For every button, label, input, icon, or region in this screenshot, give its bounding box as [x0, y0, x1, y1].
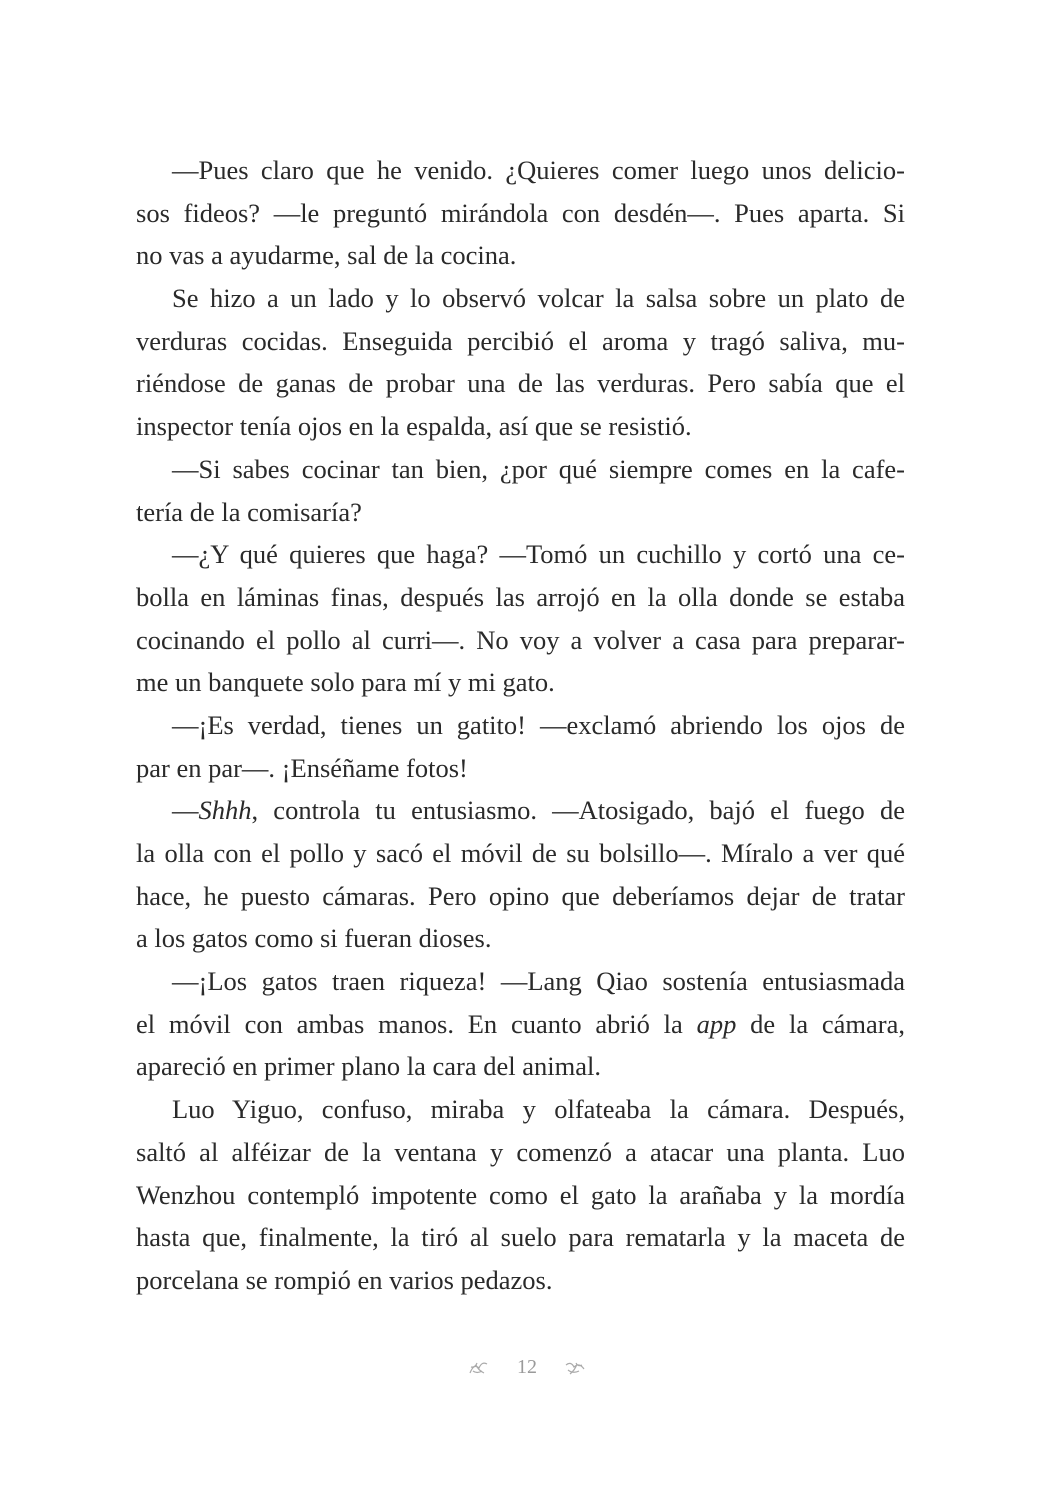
text-line — [136, 832, 905, 875]
paragraph — [136, 533, 905, 704]
text-line — [136, 704, 905, 747]
text: el móvil con ambas manos. En cuanto abrió la — [136, 1008, 697, 1039]
paragraph — [136, 1088, 905, 1301]
text-line — [136, 192, 905, 235]
page-number: 12 — [517, 1356, 537, 1378]
text: verduras cocidas. Enseguida percibió el aroma y tragó saliva, mu- — [136, 325, 905, 356]
page-footer — [0, 1356, 1054, 1379]
text: cocinando el pollo al curri—. No voy a volver a casa para preparar- — [136, 624, 905, 655]
text: apareció en primer plano la cara del animal. — [136, 1051, 601, 1082]
text: tería de la comisaría? — [136, 496, 362, 527]
text-line — [136, 1131, 905, 1174]
text-line — [136, 1088, 905, 1131]
text-line — [136, 320, 905, 363]
text: —¿Y qué quieres que haga? —Tomó un cuchillo y cortó una ce- — [172, 539, 905, 570]
text-line — [136, 960, 905, 1003]
text: porcelana se rompió en varios pedazos. — [136, 1264, 553, 1295]
text: —¡Los gatos traen riqueza! —Lang Qiao sostenía entusiasmada — [172, 966, 905, 997]
text: no vas a ayudarme, sal de la cocina. — [136, 240, 517, 271]
text-line — [136, 362, 905, 405]
text-line — [136, 1174, 905, 1217]
paragraph — [136, 789, 905, 960]
italic-text: Shhh — [198, 795, 252, 826]
text-line — [136, 747, 905, 790]
paragraph — [136, 149, 905, 277]
text-line — [136, 533, 905, 576]
text-line — [136, 1045, 905, 1088]
text: — — [172, 795, 199, 826]
paragraph — [136, 704, 905, 789]
text: , controla tu entusiasmo. —Atosigado, bajó el fuego de — [251, 795, 905, 826]
paragraph — [136, 960, 905, 1088]
text: la olla con el pollo y sacó el móvil de su bolsillo—. Míralo a ver qué — [136, 838, 905, 868]
text-line — [136, 576, 905, 619]
text-line — [136, 491, 905, 534]
text: sos fideos? —le preguntó mirándola con desdén—. Pues aparta. Si — [136, 197, 905, 228]
paragraph — [136, 277, 905, 448]
text-line — [136, 875, 905, 918]
text-line — [136, 149, 905, 192]
text: par en par—. ¡Enséñame fotos! — [136, 752, 468, 783]
text: bolla en láminas finas, después las arrojó en la olla donde se estaba — [136, 581, 905, 612]
text: riéndose de ganas de probar una de las verduras. Pero sabía que el — [136, 368, 905, 399]
text: —Si sabes cocinar tan bien, ¿por qué siempre comes en la cafe- — [172, 453, 905, 484]
text: saltó al alféizar de la ventana y comenzó a atacar una planta. Luo — [136, 1136, 905, 1167]
text-line — [136, 917, 905, 960]
text-line — [136, 661, 905, 704]
text: Se hizo a un lado y lo observó volcar la salsa sobre un plato de — [172, 283, 905, 314]
text: —¡Es verdad, tienes un gatito! —exclamó abriendo los ojos de — [172, 709, 905, 740]
text-line — [136, 448, 905, 491]
text: hasta que, finalmente, la tiró al suelo para rematarla y la maceta de — [136, 1222, 905, 1253]
text-line — [136, 1216, 905, 1259]
text: Luo Yiguo, confuso, miraba y olfateaba la cámara. Después, — [172, 1094, 905, 1125]
text-line — [136, 277, 905, 320]
floral-ornament-left-icon — [468, 1359, 490, 1377]
text-line — [136, 619, 905, 662]
text-line — [136, 1259, 905, 1302]
text-line — [136, 234, 905, 277]
text-line — [136, 1003, 905, 1046]
text-line — [136, 405, 905, 448]
paragraph — [136, 448, 905, 533]
book-page-text — [136, 149, 905, 1302]
italic-text: app — [696, 1008, 737, 1039]
floral-ornament-right-icon — [564, 1359, 586, 1377]
text: de la cámara, — [736, 1008, 905, 1039]
text: —Pues claro que he venido. ¿Quieres comer luego unos delicio- — [172, 155, 905, 185]
text: me un banquete solo para mí y mi gato. — [136, 667, 555, 698]
text: hace, he puesto cámaras. Pero opino que deberíamos dejar de tratar — [136, 880, 905, 911]
text: a los gatos como si fueran dioses. — [136, 923, 492, 954]
text: inspector tenía ojos en la espalda, así que se resistió. — [136, 411, 692, 442]
text: Wenzhou contempló impotente como el gato la arañaba y la mordía — [136, 1179, 905, 1210]
text-line — [136, 789, 905, 832]
